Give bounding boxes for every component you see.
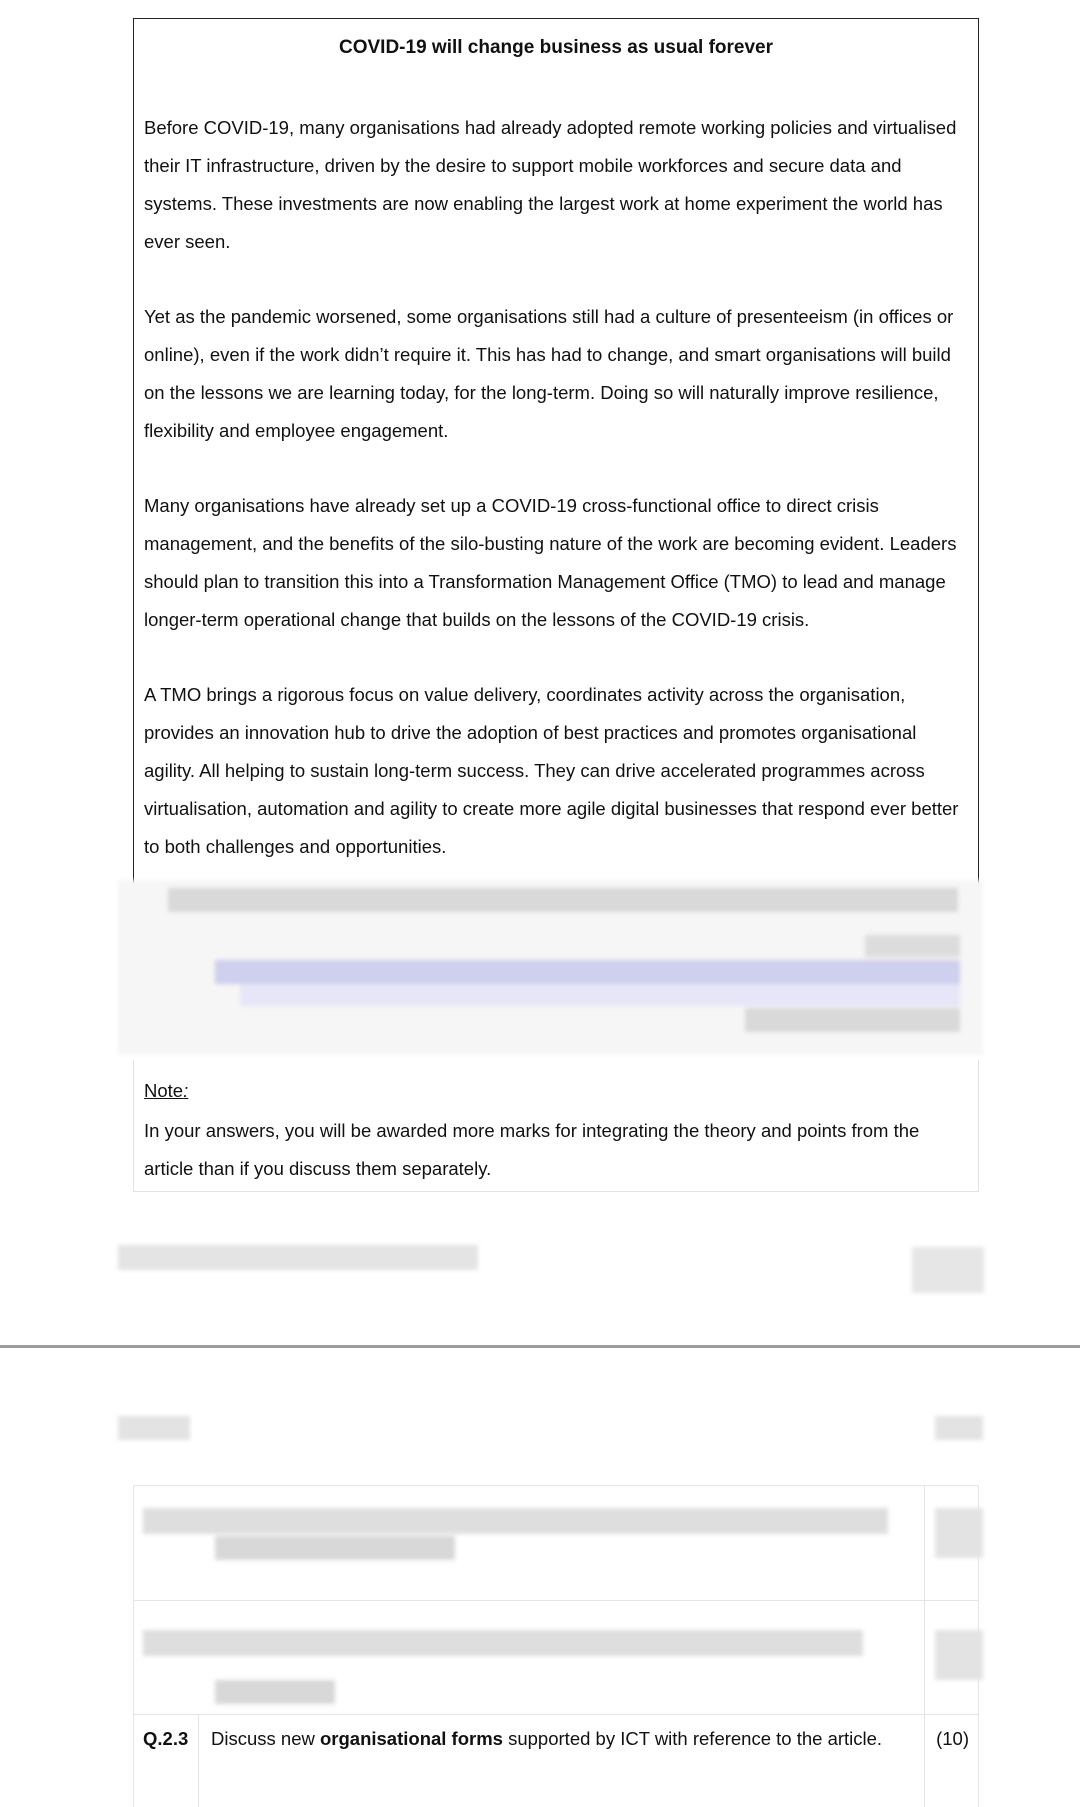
table-row-border xyxy=(133,1600,979,1601)
table-row-border xyxy=(133,1485,979,1486)
article-paragraph-1: Before COVID-19, many organisations had already adopted remote working policies and virtualised their IT infrastructure, driven by the desire to support mobile workforces and secure data and systems. These investments are now enabling the largest work at home experiment the world has ever seen. xyxy=(144,117,957,252)
article-title: COVID-19 will change business as usual forever xyxy=(339,37,773,58)
question-row xyxy=(133,1714,979,1766)
redacted-question-table xyxy=(0,1348,1080,1708)
article-paragraph-4: A TMO brings a rigorous focus on value delivery, coordinates activity across the organisation, provides an innovation hub to drive the adoption of best practices and promotes organisational agility. All helping to sustain long-term success. They can drive accelerated programmes across virtualisation, automation and agility to create more agile digital businesses that respond ever better to both challenges and opportunities. xyxy=(144,684,959,857)
question-marks: (10) xyxy=(936,1728,969,1749)
question-text xyxy=(211,1728,882,1750)
question-text-after: supported by ICT with reference to the article. xyxy=(502,1728,883,1749)
question-number: Q.2.3 xyxy=(143,1728,189,1749)
article-paragraph-3: Many organisations have already set up a COVID-19 cross-functional office to direct crisis management, and the benefits of the silo-busting nature of the work are becoming evident. Leaders should plan to transition this into a Transformation Management Office (TMO) to lead and manage longer-term operational change that builds on the lessons of the COVID-19 crisis. xyxy=(144,495,957,630)
note-label-colon: : xyxy=(183,1080,189,1101)
article-paragraph-2: Yet as the pandemic worsened, some organisations still had a culture of presenteeism (in offices or online), even if the work didn’t require it. This has had to change, and smart organisations will build on the lessons we are learning today, for the long-term. Doing so will naturally improve resilience, flexibility and employee engagement. xyxy=(144,306,954,441)
question-text-before: Discuss new xyxy=(211,1728,320,1749)
note-label xyxy=(144,1080,188,1102)
note-box xyxy=(133,1060,979,1192)
note-text: In your answers, you will be awarded more marks for integrating the theory and points from the article than if you discuss them separately. xyxy=(144,1120,920,1179)
note-label-text: Note xyxy=(144,1080,184,1101)
question-text-bold: organisational forms xyxy=(319,1728,503,1749)
